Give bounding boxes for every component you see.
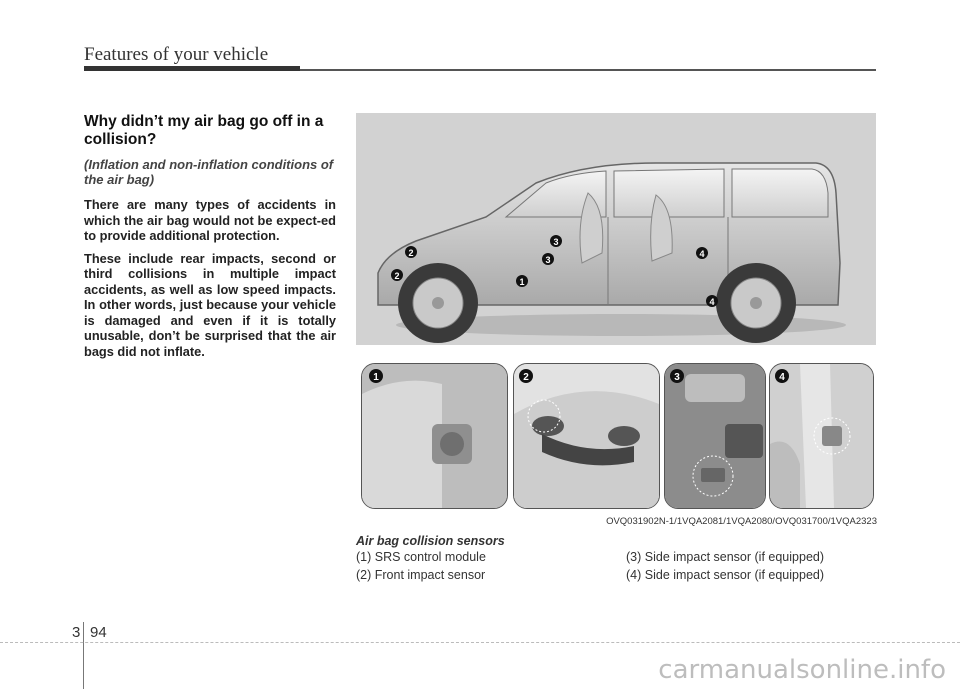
svg-text:3: 3 [545,255,551,265]
svg-text:4: 4 [779,372,785,383]
footer-dashed-line [0,642,960,643]
sensor-marker-1 [516,275,528,287]
svg-text:4: 4 [699,249,705,259]
thumb-marker-2 [519,369,533,383]
header-rule-thin [300,69,876,71]
section-title: Why didn’t my air bag go off in a collision? [84,113,324,148]
svg-text:2: 2 [523,372,529,383]
legend-item-3: (3) Side impact sensor (if equipped) [626,550,825,564]
thumb-marker-3 [670,369,684,383]
vehicle-illustration [356,113,876,345]
svg-text:4: 4 [709,297,715,307]
section-subtitle: (Inflation and non-inflation conditions of the air bag) [84,157,334,187]
header-rule [84,66,300,71]
thumb-marker-1 [369,369,383,383]
thumb-marker-4 [775,369,789,383]
figure-code: OVQ031902N-1/1VQA2081/1VQA2080/OVQ031700/1VQA2323 [606,516,877,527]
legend-item-4: (4) Side impact sensor (if equipped) [626,568,825,582]
svg-text:1: 1 [373,372,379,383]
svg-text:3: 3 [553,237,559,247]
svg-text:2: 2 [408,248,414,258]
figure-caption-title: Air bag collision sensors [356,534,505,548]
paragraph-2: These include rear impacts, second or third collisions in multiple impact accidents, as well as low speed impacts. In other words, just because your vehicle is damaged and even if it is totally unusable, don’t be surprised that the air bags did not inflate. [84,250,336,359]
svg-text:1: 1 [519,277,525,287]
article-column [84,113,336,366]
svg-text:2: 2 [394,271,400,281]
watermark: carmanualsonline.info [658,655,946,685]
page-number: 94 [90,624,107,641]
svg-text:3: 3 [674,372,680,383]
detail-photo-front-sensor [513,363,660,509]
footer-divider [83,622,84,689]
detail-photo-side-sensor-door [664,363,766,509]
detail-photo-srs-module [361,363,508,509]
page-header-title: Features of your vehicle [84,44,269,65]
section-number: 3 [72,624,81,641]
detail-photo-side-sensor-pillar [769,363,874,509]
legend-item-1: (1) SRS control module [356,550,486,564]
legend-item-2: (2) Front impact sensor [356,568,486,582]
paragraph-1: There are many types of accidents in which the air bag would not be expect-ed to provide additional protection. [84,197,336,243]
